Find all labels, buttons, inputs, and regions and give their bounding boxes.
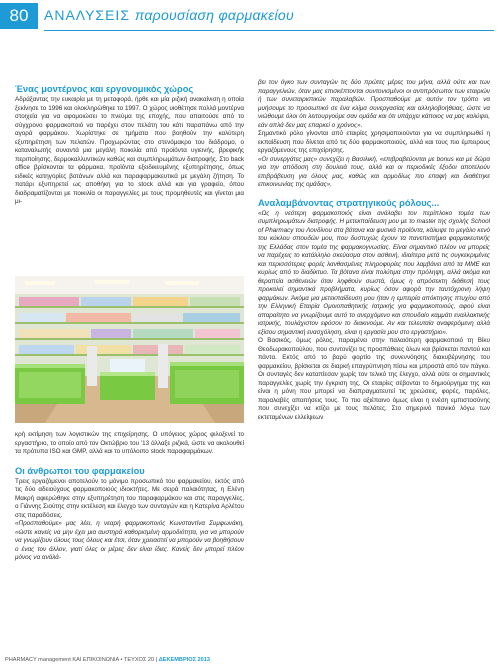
left-paragraph-3: Τρεις εργαζόμενοι αποτελούν το μόνιμο προσωπικό του φαρμακείου, εκτός από τις δύο αδειούχους φαρμακοποιούς ιδιοκτήτες. Με σειρά παλαιότητας, η Ελένη Μακρή αφιερώθηκε στην εξυπηρέτηση του παραφαρμάκου και στις παραγγελίες, ο Γιάννης Σιούτης στην εκτέλεση και έλεγχο των συνταγών και η Κατερίνα Αρλέτου στις παραδόσεις. <box>15 477 244 519</box>
right-column <box>258 79 490 422</box>
left-paragraph-2: κρή εκτίμηση των λογιστικών της επιχείρησης. Ο υπόγειος χώρος φιλοξενεί το εργαστήριο, το οποίο από τον Οκτώβριο του '13 άλλαξε ριζικά, ώστε να ακολουθεί τα πρότυπα ISO και GMP, αλλά και το υπόλοιπο stock παραφαρμάκων. <box>15 431 244 455</box>
page-number: 80 <box>0 3 38 29</box>
right-paragraph-2: Ο Βασικός, όμως ρόλος, παραμένει στην παλαιότερη φαρμακοποιό τη Βίκυ Θεοδωρακοπούλου, που συντονίζει τις προσπάθειες όλων και βρίσκεται παντού και πάντα. Εκτός από το βαρύ φορτίο της συνεννόησης διακυβέρνησης του φαρμακείου, βρίσκεται σε διαρκή επαγρύπνηση πίσω και μπροστά από τον πάγκο. Οι συνταγές δεν καταπίεσαν χωρίς τον τελικό της έλεγχο, αλλά ούτε οι σημαντικές παραγγελίες χωρίς την έγκριση της. Οι εταιρίες σέβονται το δημιούργημα της και είναι η μόνη που μπορεί να διαπραγματευτεί τις χρεώσεις, φορές, παρόλες, παραλαβές απαιτήσεις τους. Το πιο αξιέπαινο όμως είναι η ενέση εμπιστοσύνης που συνεχίζει να κτίζει με τους πελάτες. Στο σημερινό πανικό λόγω των εκτεταμένων ελλείψεων <box>258 337 490 421</box>
section-name: ΑΝΑΛΥΣΕΙΣ <box>44 7 130 23</box>
left-column-top <box>15 84 244 207</box>
right-quote-continued: βει τον όγκο των συνταγών τις δύο πρώτες μέρες του μήνα, αλλά ούτε και των παραγγελιών, όταν μας επισκέπτονται συντονισμένοι οι αντιπρόσωποι των εταιριών ή των συνεταιριστικών παραλαβών. Προσπαθούμε με αυτόν τον τρόπο να μυήσουμε το προσωπικό σε ένα κλίμα συνεργασίας και αλληλοβοήθειας, ώστε να νιώθουμε όλοι ότι λειτουργούμε σαν ομάδα και ότι υπάρχει κάποιος να μας καλύψει, εάν απλά δεν μας επαρκεί ο χρόνος». <box>258 79 490 129</box>
footer-publication: PHARMACY management ΚΑΙ ΕΠΙΚΟΙΝΩΝΙΑ <box>5 657 119 663</box>
heading-pharmacy-people: Οι άνθρωποι του φαρμακείου <box>15 465 145 476</box>
right-paragraph-1: Σημαντικό ρόλο γίνονται από εταιρίες χρησιμοποιούνται για να συμπληρωθεί η εκπαίδευση που δίνεται από τις δύο φαρμακοποιούς, αλλά και τους πιο έμπειρους εργαζόμενους της επιχείρησης. <box>258 130 490 154</box>
header-rule <box>44 30 494 31</box>
footer-issue: • ΤΕΥΧΟΣ 20 | <box>120 657 158 663</box>
heading-strategic-roles: Αναλαμβάνοντας στρατηγικούς ρόλους... <box>258 197 440 208</box>
page-footer <box>5 657 495 663</box>
section-title <box>44 7 294 23</box>
right-quote-2: «Οι συνεργάτες μας» συνεχίζει η Βασιλική, «επιβραβεύονται με bonus και με δώρα για την απόδοση στη δουλειά τους, αλλά και οι περιοδικές έξοδοι αποτελούν επιβράβευση για όλους μας, καθώς και αρμοδίως πιο επαφή και διαθέτηκε επικοινωνίας της ομάδας». <box>258 155 490 188</box>
pharmacy-interior-illustration <box>15 276 244 423</box>
left-quote: «Προσπαθούμε» μας λέει, η νεαρή φαρμακοποιός Κωνσταντίνα Συμφωνάκη, «ώστε κανείς να μην έχει μια αυστηρά καθορισμένη αρμοδιότητα, για να μπορούν να γνωρίζουν όλους τους όλους και έτσι, όταν χρειαστεί να μπορούν να βοηθήσουν ο ένας τον άλλον, γιατί όλες οι μέρες δεν είναι ίδιες. Κανείς δεν μπορεί πλέον μόνος να ανάλά- <box>15 520 244 561</box>
section-subtitle: παρουσίαση φαρμακείου <box>134 7 295 23</box>
right-quote-3: «Ως η νεότερη φαρμακοποιός είναι ανάλαβει τον περίπλοκο τομέα των συμπληρωμάτων διατροφής. Η μετεκπαίδευση μου με το master της σχολής School of Pharmacy του Λονδίνου στα βότανα και φυσικά προϊόντα, κάλυψε το μεγάλο κενό του κύκλου σπουδών μου, που δυστυχώς έχουν τα πανεπιστήμια φαρμακευτικής της Ελλάδας στον τομέα της φαρμακογνωσίας. Είναι σημαντικό πλέον να μπορείς να παρέχεις το κατάλληλο σκεύασμα στον ασθενή, ιδιαίτερα μετά τις συγκεκριμένες και περισσότερες φορές λανθασμένες πληροφορίες που λαμβάνει από τα ΜΜΕ και κυρίως από το διαδίκτυο. Τα βότανα είναι πολύτιμα στην πρόληψη, αλλά ακόμα και θεραπεία ασθενειών όταν ληφθούν σωστά, όμως η απρόσεκτη διάθεσή τους προκαλεί σημαντικά προβλήματα, κυρίως όσον αφορά την ταυτόχρονη λήψη φαρμάκων. Άκόμα μια μετεκπαίδευση μου ήταν η εμπειρία απόκτησης πτυχίου από την Ελληνική Εταιρία Ομοιοπαθητικής Ιατρικής για φαρμακοποιούς, αφού είναι απαραίτητο να γνωρίζουμε αυτό το ανερχόμενο και σπουδαίο καμμάτι εναλλακτικής ιατρικής, τουλάχιστον εφόσον το διακινούμε. Αν και τελευταία αναφερόμενη αλλά εξίσου σημαντική ενασχόληση, είναι η εργασία μου στο εργαστήριο». <box>258 209 490 336</box>
left-paragraph-1: Αδράξαντας την ευκαιρία με τη μεταφορά, ήρθε και μία ριζική ανακαίνιση η οποία ξεκίνησε το 1996 και ολοκληρώθηκε το 1997. Ο χώρος υιοθέτησε πολλά μοντέρνα στοιχεία για να αφομοιώσει το πνεύμα της εποχής, που απαιτούσε από το σύγχρονο φαρμακοποιό να παρέχει στον πελάτη του κάτι παραπάνω από την αγορά φαρμάκου. Χωρίστηκε σε τμήματα που βοηθούν την καλύτερη εξυπηρέτηση των πελατών. Προχωρώντας στο στενόμακρο του διάδρομο, ο καταναλωτής συναντά μια μεγάλη ποικιλία από προϊόντα υγιεινής, βρεφικής περιποίησης, δερμοκαλλυντικών καθώς και συμπληρωμάτων διατροφής. Στο back office βρίσκονται τα φάρμακα, προϊόντα εξειδικευμένης εξυπηρέτησης, όπως ειδικές κατηγορίες βοτάνων αλλά και παραφαρμακευτικά με μεγάλη ζήτηση. Το πατάρι εξυπηρετεί ως αποθήκη για το stock αλλά και για γραφείο, όπου διαδραματίζονται με ποικιλία οι παραγγελίες με τους προμηθευτές και γίνεται μια μι- <box>15 96 244 205</box>
footer-date: ΔΕΚΕΜΒΡΙΟΣ 2013 <box>158 657 210 663</box>
heading-modern-space: Ένας μοντέρνος και εργονομικός χώρος <box>15 84 194 94</box>
pharmacy-interior-photo <box>15 276 244 423</box>
left-column-bottom <box>15 431 244 563</box>
page-header <box>0 0 500 44</box>
